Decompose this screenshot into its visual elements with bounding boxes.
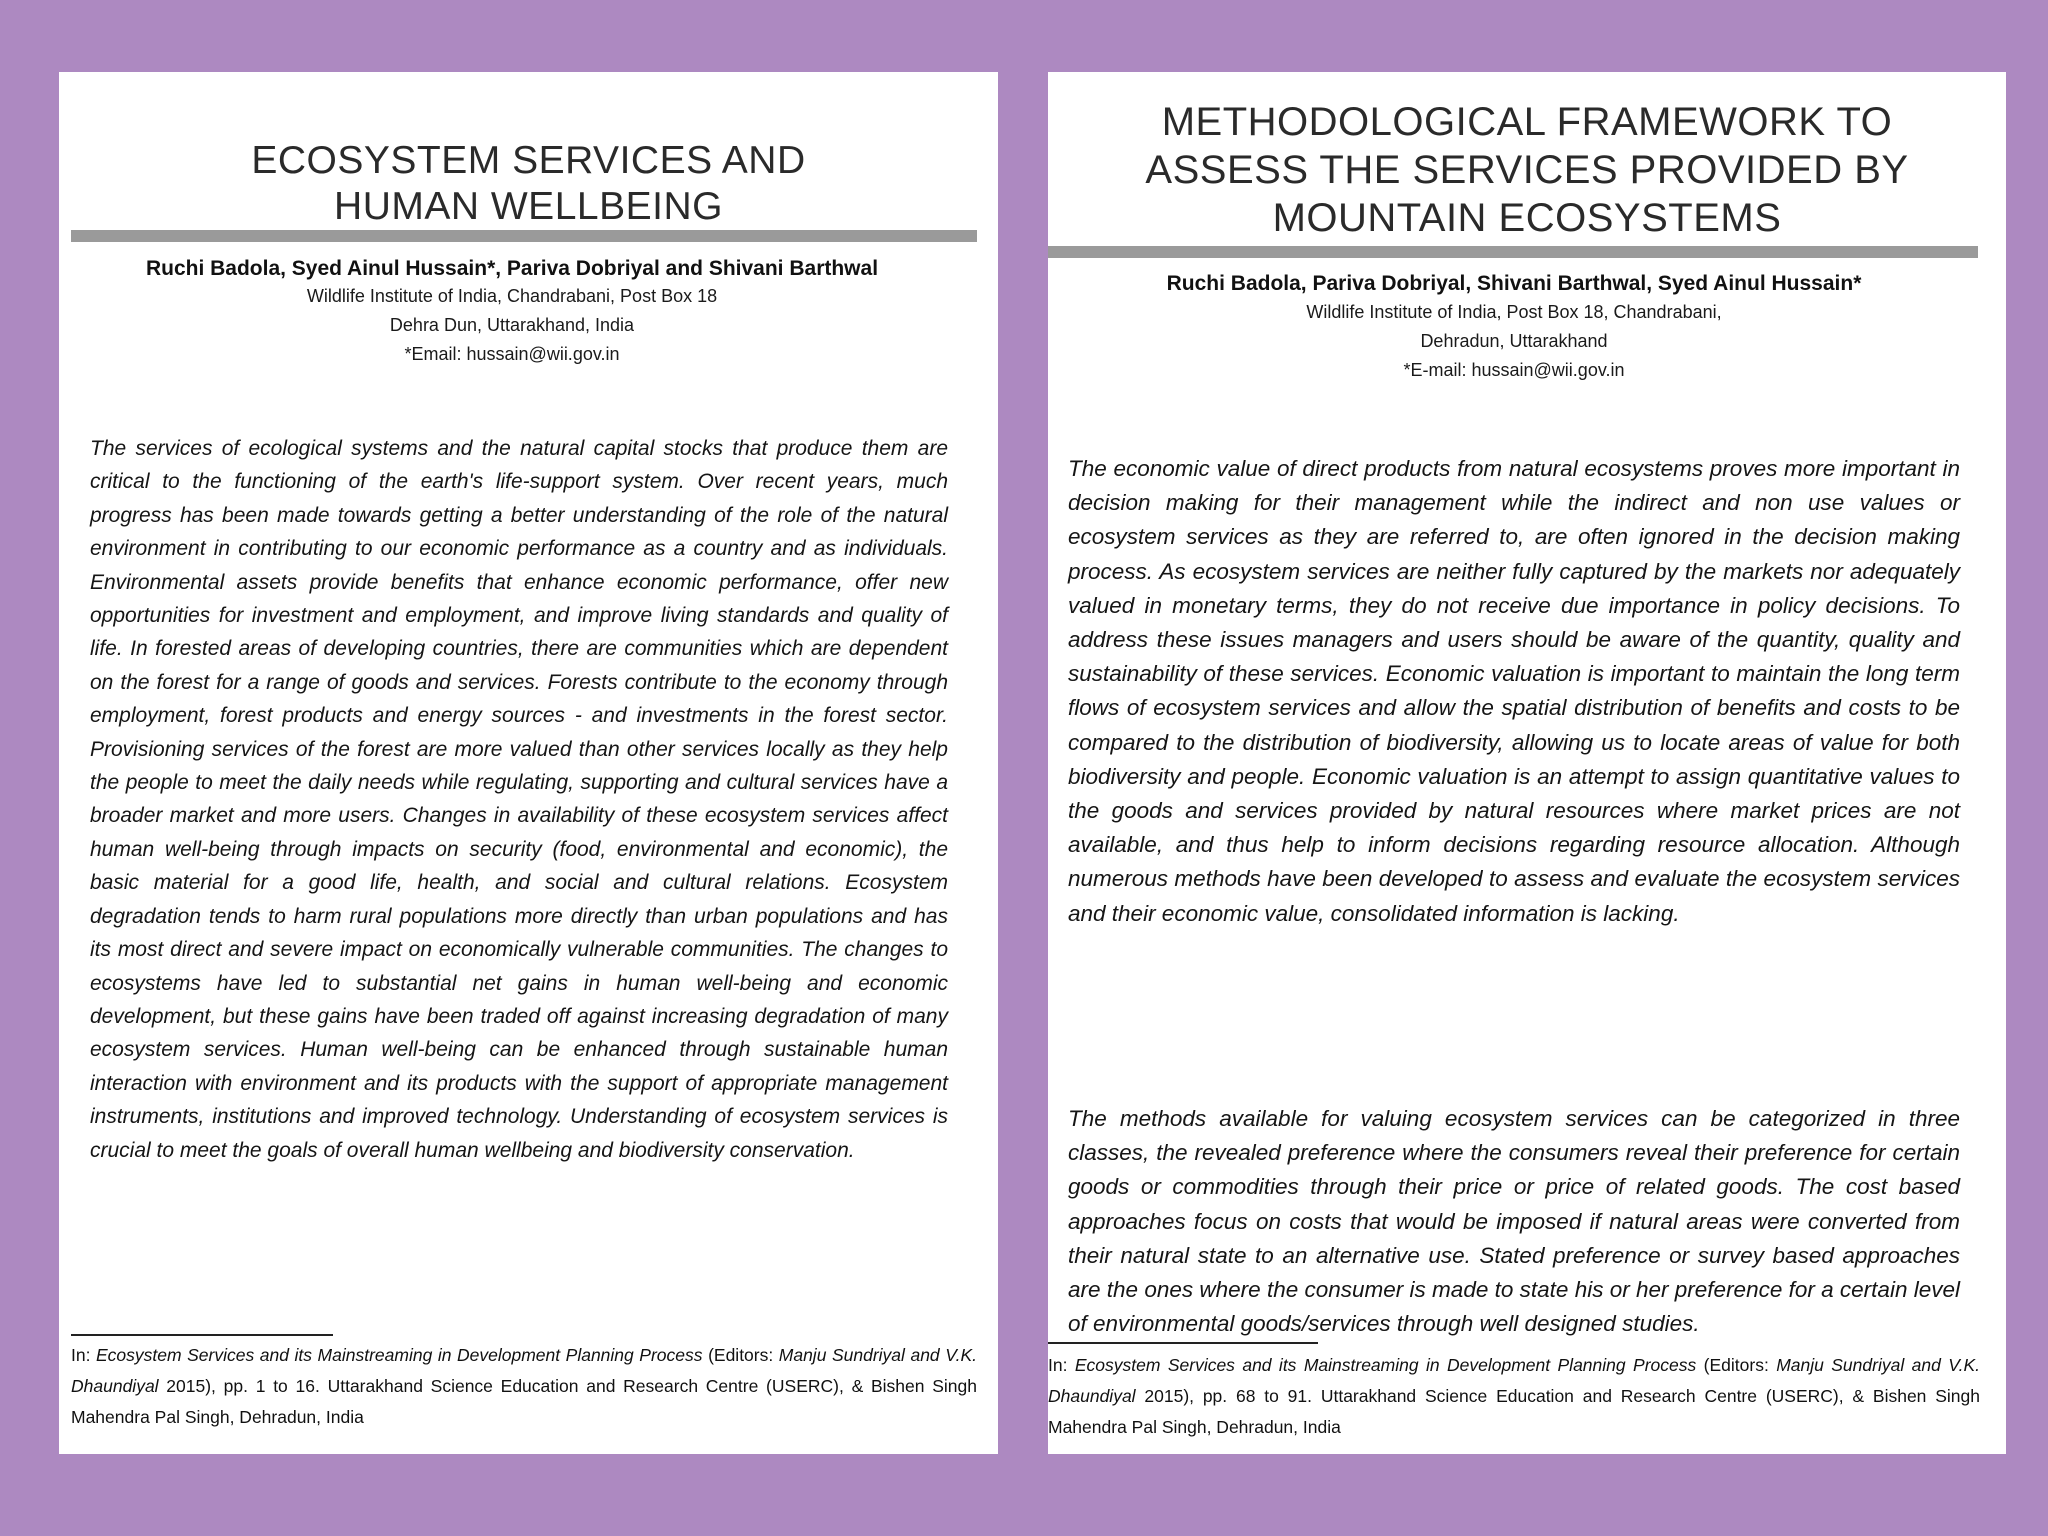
- left-footnote-book-title: Ecosystem Services and its Mainstreaming in Development Planning Process: [96, 1345, 703, 1365]
- left-page-title: [59, 138, 998, 230]
- left-title-line-2: HUMAN WELLBEING: [334, 185, 723, 228]
- right-title-line-3: MOUNTAIN ECOSYSTEMS: [1272, 196, 1782, 240]
- right-abstract-paragraph-1: The economic value of direct products from natural ecosystems proves more important in decision making for their management while the indirect and non use values or ecosystem services as they are referred to, are often ignored in the decision making process. As ecosystem services are neither fully captured by the markets nor adequately valued in monetary terms, they do not receive due importance in policy decisions. To address these issues managers and users should be aware of the quantity, quality and sustainability of these services. Economic valuation is important to maintain the long term flows of ecosystem services and allow the spatial distribution of benefits and costs to be compared to the distribution of biodiversity, allowing us to locate areas of value for both biodiversity and people. Economic valuation is an attempt to assign quantitative values to the goods and services provided by natural resources where market prices are not available, and thus help to inform decisions regarding resource allocation. Although numerous methods have been developed to assess and evaluate the ecosystem services and their economic value, consolidated information is lacking.: [1068, 456, 1960, 926]
- left-author-block: [59, 256, 965, 369]
- right-page-title: [1048, 98, 2006, 242]
- left-footnote-editors: Manju Sundriyal and V.K. Dhaundiyal: [71, 1345, 977, 1396]
- right-email-line: *E-mail: hussain@wii.gov.in: [1403, 360, 1625, 380]
- left-footnote-divider: [71, 1334, 333, 1336]
- left-footnote: [71, 1340, 977, 1433]
- right-footnote-book-title: Ecosystem Services and its Mainstreaming in Development Planning Process: [1074, 1355, 1697, 1375]
- left-paper-page: [59, 72, 998, 1454]
- left-affiliation-line-2: Dehra Dun, Uttarakhand, India: [389, 315, 635, 335]
- left-title-rule: [71, 230, 977, 242]
- left-footnote-middle: (Editors:: [702, 1345, 779, 1365]
- left-footnote-prefix: In:: [71, 1345, 96, 1365]
- right-footnote-middle: (Editors:: [1696, 1355, 1777, 1375]
- right-affiliation-line-1: Wildlife Institute of India, Post Box 18, Chandrabani,: [1306, 302, 1722, 322]
- right-title-line-2: ASSESS THE SERVICES PROVIDED BY: [1145, 148, 1909, 192]
- left-footnote-rest: 2015), pp. 1 to 16. Uttarakhand Science Education and Research Centre (USERC), & Bishen Singh Mahendra Pal Singh, Dehradun, India: [71, 1376, 977, 1427]
- right-footnote-divider: [1048, 1342, 1318, 1344]
- right-footnote-editors: Manju Sundriyal and V.K. Dhaundiyal: [1048, 1355, 1980, 1406]
- right-footnote-prefix: In:: [1048, 1355, 1075, 1375]
- right-footnote: [1048, 1350, 1980, 1443]
- right-affiliation-line-2: Dehradun, Uttarakhand: [1420, 331, 1608, 351]
- left-author-names: Ruchi Badola, Syed Ainul Hussain*, Pariva Dobriyal and Shivani Barthwal: [145, 257, 879, 280]
- right-author-names: Ruchi Badola, Pariva Dobriyal, Shivani Barthwal, Syed Ainul Hussain*: [1166, 272, 1862, 295]
- right-title-line-1: METHODOLOGICAL FRAMEWORK TO: [1161, 100, 1893, 144]
- left-title-line-1: ECOSYSTEM SERVICES AND: [251, 139, 806, 182]
- right-title-rule: [1048, 246, 1978, 258]
- right-abstract-paragraph-2: The methods available for valuing ecosystem services can be categorized in three classes, the revealed preference where the consumers reveal their preference for certain goods or commodities through their price or price of related goods. The cost based approaches focus on costs that would be imposed if natural areas were converted from their natural state to an alternative use. Stated preference or survey based approaches are the ones where the consumer is made to state his or her preference for a certain level of environmental goods/services through well designed studies.: [1068, 1106, 1960, 1337]
- left-affiliation-line-1: Wildlife Institute of India, Chandrabani, Post Box 18: [306, 286, 718, 306]
- left-abstract: The services of ecological systems and the natural capital stocks that produce them are critical to the functioning of the earth's life-support system. Over recent years, much progress has been made towards getting a better understanding of the role of the natural environment in contributing to our economic performance as a country and as individuals. Environmental assets provide benefits that enhance economic performance, offer new opportunities for investment and employment, and improve living standards and quality of life. In forested areas of developing countries, there are communities which are dependent on the forest for a range of goods and services. Forests contribute to the economy through employment, forest products and energy sources - and investments in the forest sector. Provisioning services of the forest are more valued than other services locally as they help the people to meet the daily needs while regulating, supporting and cultural services have a broader market and more users. Changes in availability of these ecosystem services affect human well-being through impacts on security (food, environmental and economic), the basic material for a good life, health, and social and cultural relations. Ecosystem degradation tends to harm rural populations more directly than urban populations and has its most direct and severe impact on economically vulnerable communities. The changes to ecosystems have led to substantial net gains in human well-being and economic development, but these gains have been traded off against increasing degradation of many ecosystem services. Human well-being can be enhanced through sustainable human interaction with environment and its products with the support of appropriate management instruments, institutions and improved technology. Understanding of ecosystem services is crucial to meet the goals of overall human wellbeing and biodiversity conservation.: [90, 437, 948, 1162]
- right-footnote-rest: 2015), pp. 68 to 91. Uttarakhand Science Education and Research Centre (USERC), & Bishen Singh Mahendra Pal Singh, Dehradun, India: [1048, 1386, 1980, 1437]
- right-paper-page: [1048, 72, 2006, 1454]
- right-author-block: [1048, 270, 1980, 385]
- left-email-line: *Email: hussain@wii.gov.in: [404, 344, 620, 364]
